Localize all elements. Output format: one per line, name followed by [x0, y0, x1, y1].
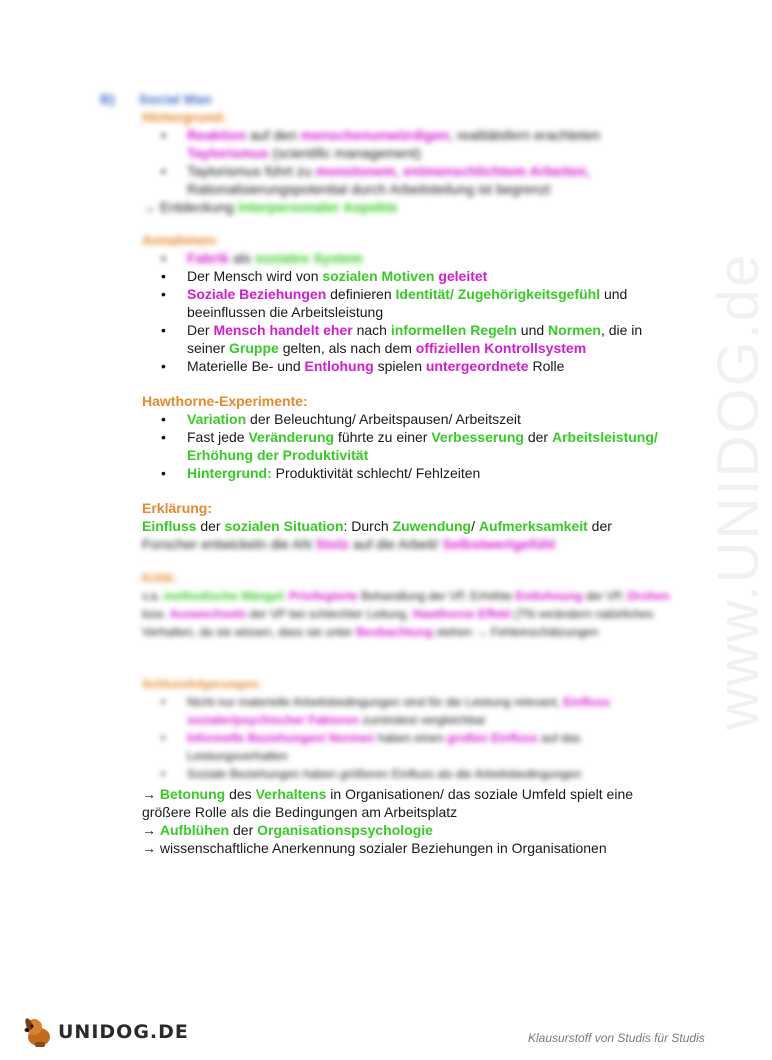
text-segment: Soziale Beziehungen: [187, 286, 327, 302]
text-segment: Entlohnung: [515, 589, 583, 603]
text-segment: Zuwendung: [392, 518, 472, 534]
section-title: Social Man: [138, 91, 212, 107]
list-item: [187, 357, 682, 375]
text-segment: Selbstwertgefühl: [442, 536, 556, 552]
kritik-section: [142, 569, 682, 641]
erklaerung-line-1: [142, 517, 682, 535]
entdeckung-line: [142, 198, 640, 216]
text-segment: gelten, als nach dem: [278, 340, 416, 356]
text-segment: Entlohung: [304, 358, 374, 374]
text-segment: Materielle Be- und: [187, 358, 305, 374]
arrow-icon: →: [142, 199, 156, 215]
text-segment: der: [196, 518, 225, 534]
text-segment: Normen: [548, 322, 601, 338]
text-segment: Nicht nur materielle Arbeitsbedingungen sind für die Leistung relevant,: [187, 695, 564, 709]
text-segment: informellen Regeln: [390, 322, 517, 338]
text-segment: spielen: [373, 358, 426, 374]
text-segment: stehen → Fehleinschätzungen: [432, 625, 599, 639]
hawthorne-section: [142, 392, 682, 482]
text-segment: , realitätsfern erachteten: [449, 127, 601, 143]
arrow-icon: →: [142, 822, 156, 838]
text-segment: , die in seiner: [187, 322, 643, 356]
hintergrund-heading: Hintergrund:: [142, 109, 227, 125]
list-item: [187, 729, 682, 765]
footer-tagline: Klausurstoff von Studis für Studis: [528, 1031, 705, 1045]
text-segment: :: [282, 589, 290, 603]
text-segment: bzw.: [142, 607, 170, 621]
section-b: [100, 90, 640, 216]
text-segment: der Beleuchtung/ Arbeitspausen/ Arbeitszeit: [246, 411, 521, 427]
text-segment: wissenschaftliche Anerkennung sozialer Beziehungen in Organisationen: [159, 840, 607, 856]
text-segment: entmenschlichtem Arbeiten: [403, 163, 587, 179]
list-item: [187, 765, 682, 783]
list-item: [187, 428, 682, 464]
hawthorne-list: [142, 410, 682, 482]
text-segment: zumindest vergleichbar: [359, 713, 486, 727]
text-segment: Soziale Beziehungen haben größeren Einfluss als die Arbeitsbedingungen: [187, 767, 582, 781]
text-segment: haben einen: [374, 731, 448, 745]
list-item: [187, 321, 682, 357]
text-segment: menschenunwürdigen: [300, 127, 450, 143]
schluss-section: [142, 675, 682, 857]
text-segment: Behandlung der VP, Erhöhte: [357, 589, 516, 603]
text-segment: Rolle: [528, 358, 565, 374]
text-segment: Aufblühen: [159, 822, 230, 838]
text-segment: untergeordnete: [425, 358, 529, 374]
text-segment: Der: [187, 322, 214, 338]
list-item: [187, 162, 640, 198]
text-segment: Aufmerksamkeit: [478, 518, 588, 534]
text-segment: Hintergrund:: [187, 465, 272, 481]
schluss-list: [142, 693, 682, 783]
text-segment: Fabrik: [187, 250, 230, 266]
text-segment: : Durch: [343, 518, 393, 534]
text-segment: Privilegierte: [289, 589, 358, 603]
text-segment: Reaktion: [187, 127, 247, 143]
text-segment: Taylorismus: [187, 145, 269, 161]
arrow-icon: →: [142, 786, 156, 802]
conclusion-line-1: [142, 785, 682, 821]
text-segment: Arbeitsleistung/ Erhöhung der Produktivität: [187, 429, 658, 463]
text-segment: führte zu einer: [334, 429, 432, 445]
text-segment: der: [587, 518, 612, 534]
text-segment: offiziellen Kontrollsystem: [415, 340, 587, 356]
text-segment: Einfluss: [142, 518, 197, 534]
text-segment: und beeinflussen die Arbeitsleistung: [187, 286, 628, 320]
annahmen-list: [142, 249, 682, 375]
list-item: [187, 410, 682, 428]
text-segment: nach: [352, 322, 391, 338]
unidog-logo[interactable]: [22, 1015, 189, 1049]
list-item: [187, 464, 682, 482]
text-segment: Stolz: [315, 536, 349, 552]
text-segment: Verhaltens: [255, 786, 327, 802]
text-segment: monotonem: [315, 163, 396, 179]
text-segment: Der Mensch wird von: [187, 268, 323, 284]
text-segment: (TN verändern natürliches Verhalten, da sie wissen, dass sie unter: [142, 607, 654, 639]
text-segment: interpersonaler Aspekte: [237, 199, 398, 215]
text-segment: als: [229, 250, 255, 266]
conclusion-line-3: [142, 839, 682, 857]
text-segment: v.a.: [142, 589, 164, 603]
dog-icon: [22, 1015, 56, 1049]
text-segment: in Organisationen/ das soziale Umfeld spielt eine größere Rolle als die Bedingungen am Arbeitsplatz: [142, 786, 634, 820]
annahmen-section: [142, 231, 682, 375]
text-segment: (scientific management): [268, 145, 421, 161]
text-segment: sozialen Situation: [224, 518, 344, 534]
text-segment: ,: [395, 163, 404, 179]
text-segment: /: [471, 518, 479, 534]
text-segment: Einfluss sozialer/psychischer Faktoren: [187, 695, 610, 727]
text-segment: der VP,: [582, 589, 628, 603]
text-segment: der VP bei schlechter Leitung,: [246, 607, 413, 621]
list-item: [187, 693, 682, 729]
watermark: www.UNIDOG.de: [706, 252, 771, 730]
text-segment: Taylorismus führt zu: [187, 163, 316, 179]
text-segment: Hawthorne Effekt: [412, 607, 512, 621]
text-segment: Veränderung: [248, 429, 335, 445]
text-segment: auf den: [246, 127, 301, 143]
list-item: [187, 126, 640, 162]
text-segment: Fast jede: [187, 429, 249, 445]
text-segment: Verbesserung: [431, 429, 524, 445]
hintergrund-list: [142, 126, 640, 198]
text-segment: Entdeckung: [159, 199, 238, 215]
text-segment: Variation: [187, 411, 247, 427]
text-segment: und: [516, 322, 549, 338]
text-segment: Gruppe: [229, 340, 279, 356]
text-segment: methodische Mängel: [163, 589, 283, 603]
list-item: [187, 285, 682, 321]
text-segment: der: [229, 822, 258, 838]
text-segment: Drohen: [627, 589, 670, 603]
list-item: [187, 249, 682, 267]
text-segment: Betonung: [159, 786, 226, 802]
annahmen-heading: Annahmen:: [142, 232, 219, 248]
erklaerung-section: [142, 499, 682, 553]
text-segment: , Rationalisierungspotential durch Arbeitsteilung ist begrenzt: [187, 163, 591, 197]
text-segment: Organisationspsychologie: [257, 822, 433, 838]
text-segment: Auswechseln: [169, 607, 247, 621]
text-segment: sozialen Motiven: [322, 268, 435, 284]
text-segment: Produktivität schlecht/ Fehlzeiten: [271, 465, 481, 481]
text-segment: geleitet: [438, 268, 488, 284]
text-segment: Mensch handelt eher: [213, 322, 353, 338]
kritik-text: [142, 587, 682, 641]
logo-text: UNIDOG.DE: [58, 1021, 189, 1043]
text-segment: definieren: [326, 286, 396, 302]
text-segment: Forscher entwickeln die AN: [142, 536, 316, 552]
conclusion-line-2: [142, 821, 682, 839]
text-segment: des: [225, 786, 256, 802]
kritik-heading: Kritik:: [142, 571, 177, 585]
erklaerung-line-2: [142, 535, 682, 553]
list-item: [187, 267, 682, 285]
text-segment: Informelle Beziehungen/ Normen: [187, 731, 375, 745]
section-number: B): [100, 91, 115, 107]
text-segment: soziales System: [254, 250, 363, 266]
text-segment: auf das Leistungsverhalten: [187, 731, 581, 763]
schluss-heading: Schlussfolgerungen:: [142, 677, 262, 691]
text-segment: der: [523, 429, 552, 445]
arrow-icon: →: [142, 840, 156, 856]
text-segment: großen Einfluss: [447, 731, 538, 745]
erklaerung-heading: Erklärung:: [142, 500, 213, 516]
text-segment: auf die Arbeit/: [348, 536, 443, 552]
text-segment: Identität/ Zugehörigkeitsgefühl: [395, 286, 601, 302]
text-segment: Beobachtung: [356, 625, 433, 639]
hawthorne-heading: Hawthorne-Experimente:: [142, 393, 308, 409]
